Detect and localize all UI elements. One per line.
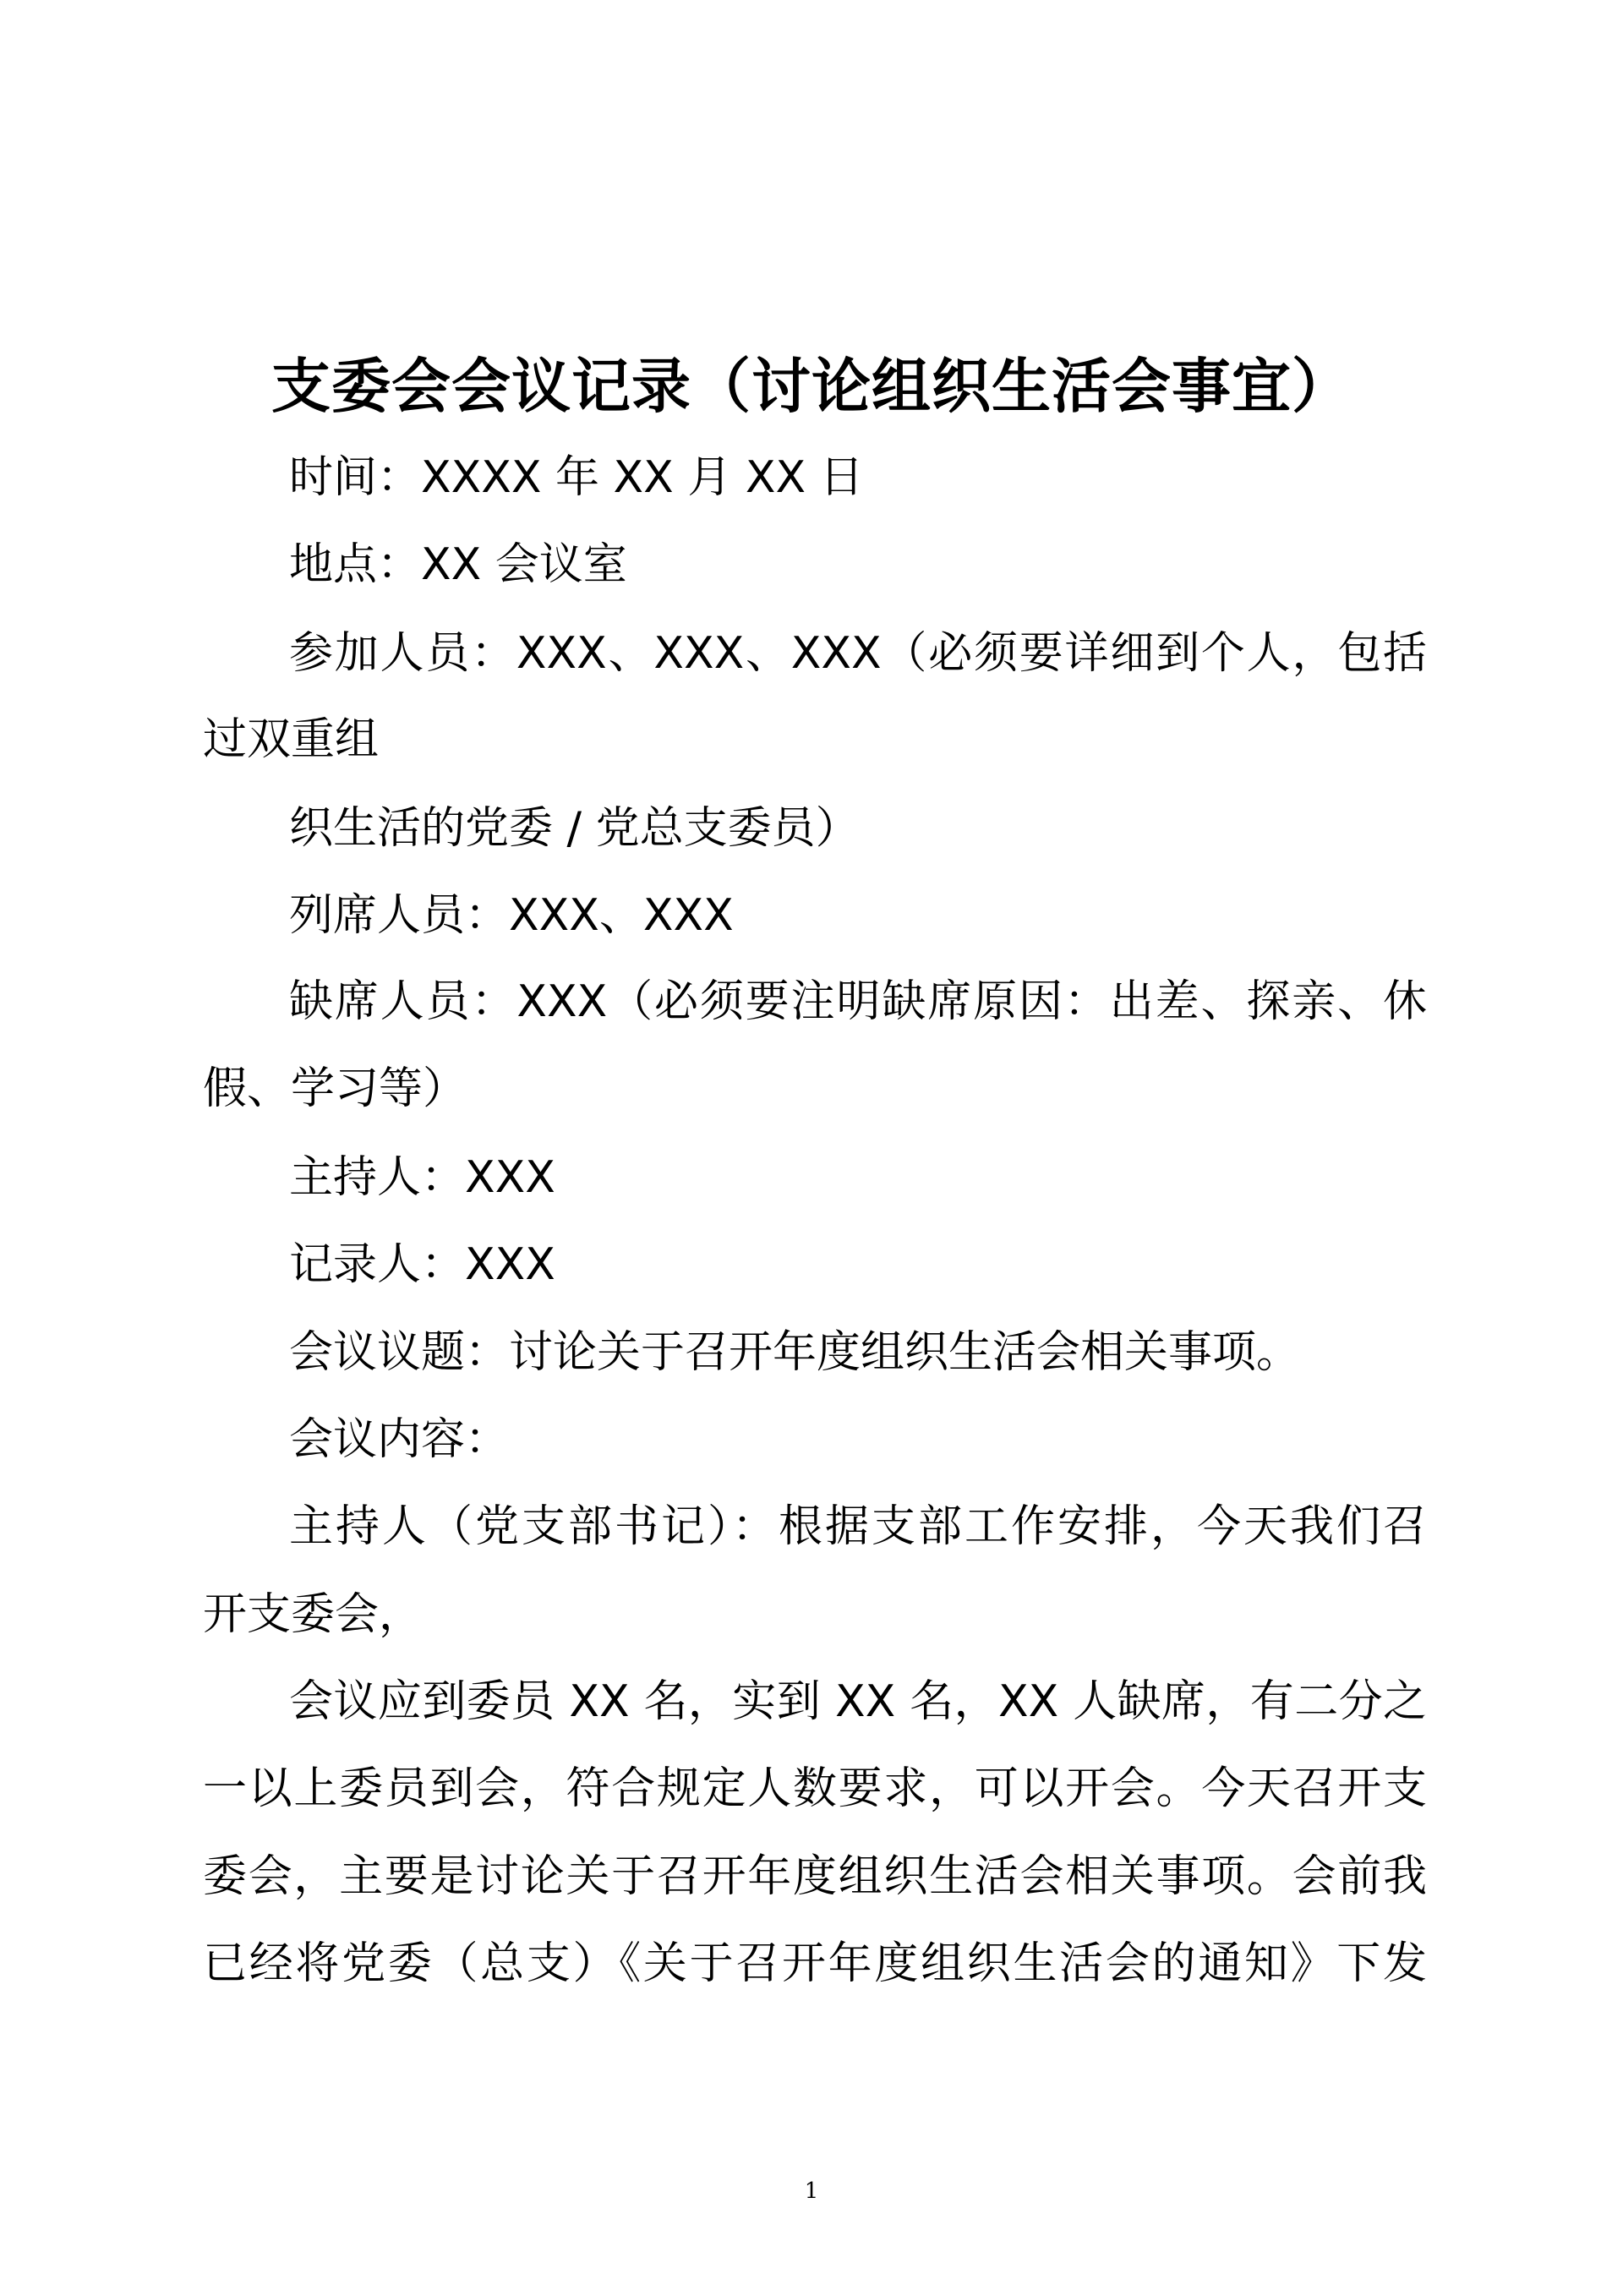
agenda-line: 会议议题：讨论关于召开年度组织生活会相关事项。 [289, 1327, 1301, 1378]
body-paragraph-line-1: 会议应到委员 XX 名，实到 XX 名，XX 人缺席，有二分之 [289, 1676, 1427, 1727]
host-line: 主持人：XXX [289, 1152, 555, 1203]
host-speech-line-1: 主持人（党支部书记）：根据支部工作安排，今天我们召 [289, 1501, 1427, 1552]
attendees-line: 参加人员：XXX、XXX、XXX（必须要详细到个人，包括 [289, 628, 1427, 679]
recorder-line: 记录人：XXX [289, 1239, 555, 1290]
body-paragraph-line-2: 一以上委员到会，符合规定人数要求，可以开会。今天召开支 [203, 1763, 1427, 1814]
meeting-content-heading: 会议内容： [289, 1414, 510, 1465]
body-paragraph-line-3: 委会，主要是讨论关于召开年度组织生活会相关事项。会前我 [203, 1851, 1427, 1902]
observers-line: 列席人员：XXX、XXX [289, 890, 734, 941]
meeting-location-line: 地点：XX 会议室 [289, 539, 627, 590]
page-number: 1 [804, 2178, 819, 2204]
attendees-continuation-line: 过双重组 [203, 714, 380, 765]
absentees-continuation-line: 假、学习等） [203, 1063, 467, 1114]
body-paragraph-line-4: 已经将党委（总支）《关于召开年度组织生活会的通知》下发 [203, 1938, 1427, 1989]
meeting-time-line: 时间：XXXX 年 XX 月 XX 日 [289, 452, 864, 503]
host-speech-line-2: 开支委会， [203, 1589, 424, 1640]
document-title: 支委会会议记录（讨论组织生活会事宜） [271, 351, 1352, 421]
attendees-note-line: 织生活的党委 / 党总支委员） [289, 803, 860, 854]
absentees-line: 缺席人员：XXX（必须要注明缺席原因：出差、探亲、休 [289, 976, 1427, 1027]
